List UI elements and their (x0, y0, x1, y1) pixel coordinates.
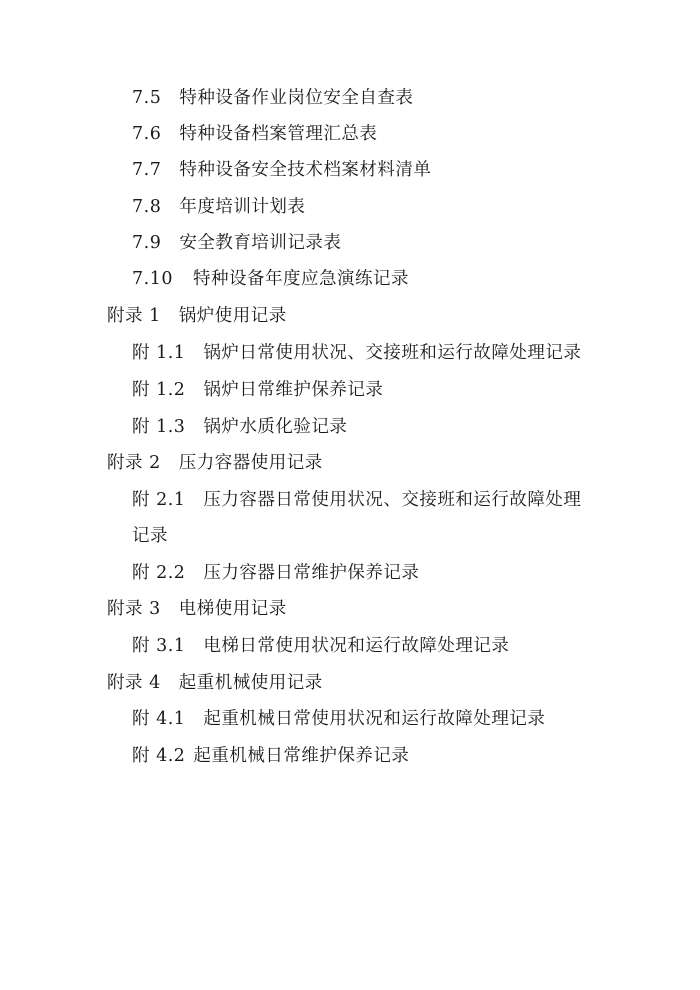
toc-entry-title: 特种设备档案管理汇总表 (179, 124, 378, 144)
toc-entry-title: 特种设备年度应急演练记录 (192, 269, 409, 289)
toc-entry-title: 起重机械日常维护保养记录 (193, 746, 410, 766)
toc-entry-number: 附 4.2 (132, 746, 186, 766)
toc-entry-appendix-4 (107, 671, 323, 695)
toc-entry-title: 记录 (132, 526, 168, 546)
toc-entry-number: 附 1.1 (132, 343, 186, 363)
toc-entry-title: 安全教育培训记录表 (179, 233, 342, 253)
toc-entry-appendix-4-1 (132, 707, 545, 731)
toc-entry-title: 压力容器使用记录 (178, 453, 323, 473)
toc-entry-7-10 (132, 267, 409, 291)
toc-entry-number: 7.10 (132, 269, 173, 289)
toc-entry-appendix-1 (107, 304, 287, 328)
toc-entry-number: 附 2.1 (132, 490, 186, 510)
toc-entry-title: 压力容器日常使用状况、交接班和运行故障处理 (203, 490, 582, 510)
toc-entry-number: 附 4.1 (132, 709, 186, 729)
toc-entry-title: 电梯使用记录 (178, 599, 287, 619)
toc-entry-appendix-1-1 (132, 341, 581, 365)
toc-entry-7-5 (132, 86, 413, 110)
toc-entry-appendix-3 (107, 597, 287, 621)
toc-entry-appendix-3-1 (132, 634, 509, 658)
toc-entry-number: 7.9 (132, 233, 162, 253)
toc-entry-number: 附 1.2 (132, 380, 186, 400)
toc-entry-7-6 (132, 122, 377, 146)
toc-entry-title: 锅炉日常使用状况、交接班和运行故障处理记录 (203, 343, 582, 363)
toc-entry-number: 7.6 (132, 124, 162, 144)
toc-entry-title: 电梯日常使用状况和运行故障处理记录 (203, 636, 510, 656)
toc-entry-appendix-2-2 (132, 561, 419, 585)
toc-entry-title: 压力容器日常维护保养记录 (203, 563, 420, 583)
toc-entry-title: 锅炉使用记录 (178, 306, 287, 326)
toc-entry-number: 7.7 (132, 160, 162, 180)
toc-entry-number: 附录 1 (107, 306, 161, 326)
toc-entry-appendix-2-1-continuation (132, 524, 168, 548)
toc-entry-title: 起重机械日常使用状况和运行故障处理记录 (203, 709, 546, 729)
toc-entry-title: 起重机械使用记录 (178, 673, 323, 693)
toc-entry-appendix-2-1 (132, 488, 581, 512)
toc-entry-number: 附录 3 (107, 599, 161, 619)
toc-entry-title: 特种设备作业岗位安全自查表 (179, 88, 414, 108)
toc-entry-number: 附 1.3 (132, 417, 186, 437)
toc-entry-appendix-1-3 (132, 415, 347, 439)
toc-entry-title: 锅炉水质化验记录 (203, 417, 348, 437)
toc-entry-appendix-4-2 (132, 744, 409, 768)
toc-entry-7-7 (132, 158, 431, 182)
toc-entry-title: 年度培训计划表 (179, 197, 306, 217)
toc-entry-appendix-2 (107, 451, 323, 475)
toc-entry-number: 附 2.2 (132, 563, 186, 583)
toc-entry-title: 特种设备安全技术档案材料清单 (179, 160, 432, 180)
toc-entry-number: 附 3.1 (132, 636, 186, 656)
toc-entry-title: 锅炉日常维护保养记录 (203, 380, 384, 400)
toc-entry-number: 附录 2 (107, 453, 161, 473)
toc-entry-number: 7.5 (132, 88, 162, 108)
toc-entry-7-9 (132, 231, 341, 255)
toc-entry-7-8 (132, 195, 305, 219)
toc-entry-number: 附录 4 (107, 673, 161, 693)
toc-entry-appendix-1-2 (132, 378, 383, 402)
toc-entry-number: 7.8 (132, 197, 162, 217)
